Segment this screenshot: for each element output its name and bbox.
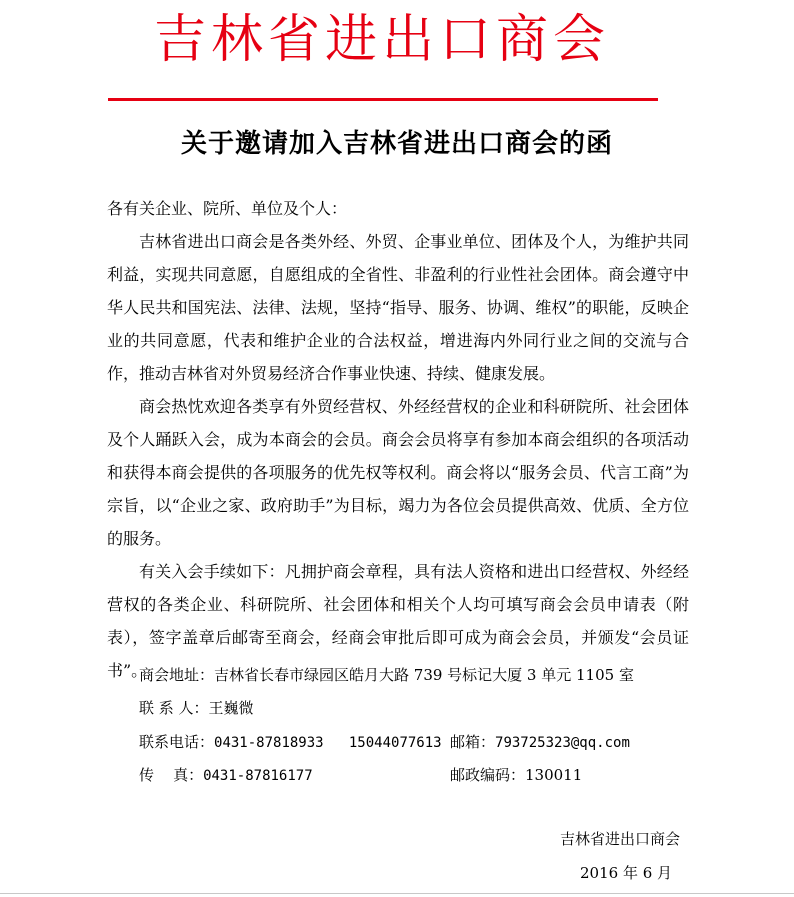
contact-fax-row xyxy=(139,764,583,787)
contact-address: 商会地址：吉林省长春市绿园区皓月大路 739 号标记大厦 3 单元 1105 室 xyxy=(139,666,634,684)
salutation: 各有关企业、院所、单位及个人： xyxy=(107,199,348,218)
contact-phone-row xyxy=(139,731,630,754)
paragraph-procedure: 有关入会手续如下：凡拥护商会章程，具有法人资格和进出口经营权、外经经营权的各类企业、科研院所、社会团体和相关个人均可填写商会会员申请表（附表），签字盖章后邮寄至商会，经商会审批后即可成为商会会员，并颁发“会员证书”。 xyxy=(107,562,689,680)
paragraph-invitation: 商会热忱欢迎各类享有外贸经营权、外经经营权的企业和科研院所、社会团体及个人踊跃入会，成为本商会的会员。商会会员将享有参加本商会组织的各项活动和获得本商会提供的各项服务的优先权等权利。商会将以“服务会员、代言工商”为宗旨，以“企业之家、政府助手”为目标，竭力为各位会员提供高效、优质、全方位的服务。 xyxy=(107,397,689,548)
contact-phone-label: 联系电话： xyxy=(139,733,215,751)
letterhead-org-name: 吉林省进出口商会 xyxy=(153,10,610,70)
letterhead-red-rule xyxy=(108,98,658,101)
contact-phone-value: 0431-87818933 15044077613 xyxy=(214,735,442,751)
contact-person: 联 系 人：王巍微 xyxy=(139,699,254,717)
contact-postcode: 邮政编码：130011 xyxy=(450,766,583,784)
signature-date: 2016 年 6 月 xyxy=(580,864,673,882)
paragraph-introduction: 吉林省进出口商会是各类外经、外贸、企事业单位、团体及个人，为维护共同利益，实现共同意愿，自愿组成的全省性、非盈利的行业性社会团体。商会遵守中华人民共和国宪法、法律、法规，坚持“指导、服务、协调、维权”的职能，反映企业的共同意愿，代表和维护企业的合法权益，增进海内外同行业之间的交流与合作，推动吉林省对外贸易经济合作事业快速、持续、健康发展。 xyxy=(107,232,689,383)
contact-email xyxy=(450,731,630,754)
letter-body xyxy=(107,192,689,687)
contact-email-label: 邮箱： xyxy=(450,733,496,751)
signature-organization: 吉林省进出口商会 xyxy=(560,830,681,848)
page-edge-line xyxy=(0,893,794,894)
contact-fax-value: 0431-87816177 xyxy=(203,768,313,784)
contact-fax-label: 传 真： xyxy=(139,766,204,784)
contact-email-value: 793725323@qq.com xyxy=(495,735,630,751)
document-title: 关于邀请加入吉林省进出口商会的函 xyxy=(180,129,613,159)
